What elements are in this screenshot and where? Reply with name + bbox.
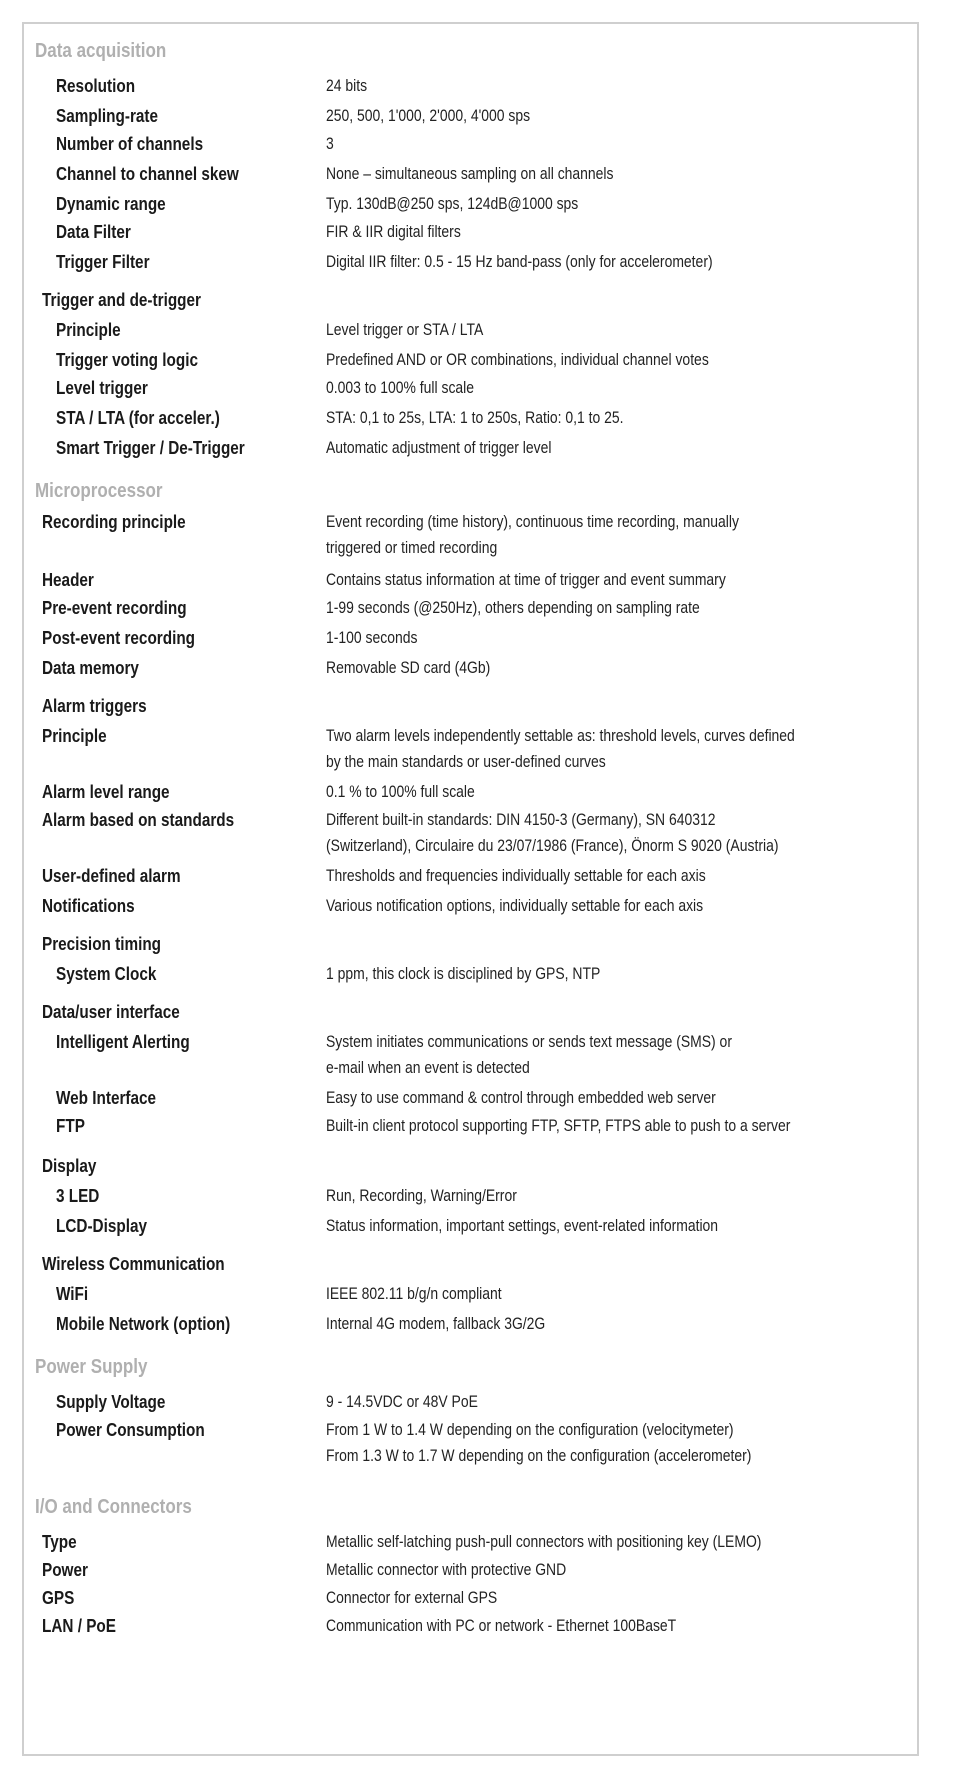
spec-value-line: Automatic adjustment of trigger level [326,438,552,457]
spec-value-line: Two alarm levels independently settable as: threshold levels, curves defined [326,726,795,745]
spec-label: Notifications [42,896,135,916]
spec-value [326,655,818,681]
spec-value-line: Connector for external GPS [326,1588,498,1607]
spec-value [326,1213,818,1239]
spec-label: Principle [56,320,121,340]
spec-value-line: From 1 W to 1.4 W depending on the configuration (velocitymeter) [326,1420,734,1439]
subsection-heading: Data/user interface [42,1002,180,1022]
spec-label: Alarm level range [42,782,170,802]
spec-label: LCD-Display [56,1216,147,1236]
spec-value-line: 24 bits [326,76,368,95]
spec-label: Supply Voltage [56,1392,166,1412]
spec-value [326,863,818,889]
spec-label: Principle [42,726,107,746]
section-heading: Power Supply [35,1356,148,1378]
spec-label: Recording principle [42,512,186,532]
spec-value [326,567,818,593]
spec-label: GPS [42,1588,75,1608]
spec-label: FTP [56,1116,85,1136]
spec-value [326,1183,818,1209]
subsection-heading: Alarm triggers [42,696,147,716]
spec-value [326,1557,818,1583]
spec-value [326,625,818,651]
spec-label: Number of channels [56,134,204,154]
spec-value-line: Removable SD card (4Gb) [326,658,491,677]
spec-value-line: Typ. 130dB@250 sps, 124dB@1000 sps [326,194,579,213]
spec-value [326,509,818,561]
spec-label: User-defined alarm [42,866,181,886]
spec-value [326,191,818,217]
spec-value [326,1417,818,1469]
spec-label: Header [42,570,94,590]
spec-value [326,595,818,621]
spec-label: Type [42,1532,77,1552]
spec-value-line: STA: 0,1 to 25s, LTA: 1 to 250s, Ratio: 0,1 to 25. [326,408,624,427]
spec-value-line: Digital IIR filter: 0.5 - 15 Hz band-pass (only for accelerometer) [326,252,713,271]
spec-value-line: by the main standards or user-defined curves [326,752,606,771]
spec-label: Pre-event recording [42,598,187,618]
spec-value-line: Level trigger or STA / LTA [326,320,484,339]
spec-value-line: Communication with PC or network - Ethernet 100BaseT [326,1616,677,1635]
spec-value-line: 0.003 to 100% full scale [326,378,475,397]
spec-value-line: 9 - 14.5VDC or 48V PoE [326,1392,478,1411]
spec-value [326,73,818,99]
spec-value [326,1113,818,1139]
spec-value [326,161,818,187]
section-heading: Microprocessor [35,480,163,502]
spec-value [326,1585,818,1611]
subsection-heading: Wireless Communication [42,1254,225,1274]
spec-label: LAN / PoE [42,1616,116,1636]
spec-value [326,1029,818,1081]
spec-value [326,347,818,373]
spec-value [326,103,818,129]
spec-label: Power Consumption [56,1420,205,1440]
spec-value [326,219,818,245]
spec-label: Data Filter [56,222,131,242]
spec-value-line: Easy to use command & control through embedded web server [326,1088,716,1107]
spec-label: Post-event recording [42,628,196,648]
spec-value [326,961,818,987]
spec-value [326,1085,818,1111]
subsection-heading: Precision timing [42,934,162,954]
spec-label: Dynamic range [56,194,166,214]
spec-value [326,375,818,401]
spec-value-line: Metallic connector with protective GND [326,1560,567,1579]
spec-value-line: Various notification options, individually settable for each axis [326,896,704,915]
spec-value-line: Internal 4G modem, fallback 3G/2G [326,1314,546,1333]
spec-value-line: 1-99 seconds (@250Hz), others depending on sampling rate [326,598,700,617]
spec-label: STA / LTA (for acceler.) [56,408,220,428]
spec-value-line: Built-in client protocol supporting FTP, SFTP, FTPS able to push to a server [326,1116,791,1135]
spec-value [326,779,818,805]
spec-label: Smart Trigger / De-Trigger [56,438,245,458]
spec-value-line: Metallic self-latching push-pull connectors with positioning key (LEMO) [326,1532,762,1551]
spec-value-line: 0.1 % to 100% full scale [326,782,475,801]
spec-label: 3 LED [56,1186,100,1206]
spec-value-line: 1-100 seconds [326,628,418,647]
spec-value [326,317,818,343]
spec-value-line: (Switzerland), Circulaire du 23/07/1986 (France), Önorm S 9020 (Austria) [326,836,779,855]
spec-label: Data memory [42,658,139,678]
spec-value [326,1613,818,1639]
spec-value-line: FIR & IIR digital filters [326,222,461,241]
spec-label: Intelligent Alerting [56,1032,190,1052]
spec-label: Trigger voting logic [56,350,198,370]
spec-value-line: From 1.3 W to 1.7 W depending on the configuration (accelerometer) [326,1446,752,1465]
subsection-heading: Trigger and de-trigger [42,290,201,310]
spec-value-line: 1 ppm, this clock is disciplined by GPS, NTP [326,964,601,983]
spec-value-line: Event recording (time history), continuous time recording, manually [326,512,739,531]
spec-value-line: Thresholds and frequencies individually settable for each axis [326,866,706,885]
spec-label: WiFi [56,1284,89,1304]
spec-value-line: IEEE 802.11 b/g/n compliant [326,1284,502,1303]
spec-value [326,723,818,775]
spec-value-line: Status information, important settings, event-related information [326,1216,719,1235]
spec-label: Alarm based on standards [42,810,235,830]
spec-value-line: e-mail when an event is detected [326,1058,530,1077]
spec-label: Channel to channel skew [56,164,239,184]
spec-value-line: Contains status information at time of trigger and event summary [326,570,726,589]
spec-label: Power [42,1560,88,1580]
spec-value-line: 3 [326,134,334,153]
spec-label: Mobile Network (option) [56,1314,231,1334]
spec-sheet [22,22,919,1756]
spec-value [326,807,818,859]
spec-value [326,1389,818,1415]
spec-value [326,435,818,461]
spec-label: Trigger Filter [56,252,150,272]
spec-value [326,131,818,157]
spec-value-line: System initiates communications or sends text message (SMS) or [326,1032,732,1051]
spec-value-line: None – simultaneous sampling on all channels [326,164,614,183]
spec-content [24,24,917,1754]
spec-value-line: Different built-in standards: DIN 4150-3 (Germany), SN 640312 [326,810,716,829]
spec-value [326,1311,818,1337]
spec-value-line: Run, Recording, Warning/Error [326,1186,517,1205]
spec-value-line: Predefined AND or OR combinations, individual channel votes [326,350,709,369]
spec-label: Level trigger [56,378,148,398]
section-heading: I/O and Connectors [35,1496,192,1518]
spec-label: Resolution [56,76,136,96]
subsection-heading: Display [42,1156,97,1176]
spec-value [326,1529,818,1555]
section-heading: Data acquisition [35,40,167,62]
spec-value [326,893,818,919]
spec-label: Sampling-rate [56,106,159,126]
spec-label: System Clock [56,964,157,984]
spec-value [326,249,818,275]
spec-value-line: triggered or timed recording [326,538,498,557]
spec-value-line: 250, 500, 1'000, 2'000, 4'000 sps [326,106,531,125]
spec-value [326,1281,818,1307]
spec-label: Web Interface [56,1088,157,1108]
spec-value [326,405,818,431]
